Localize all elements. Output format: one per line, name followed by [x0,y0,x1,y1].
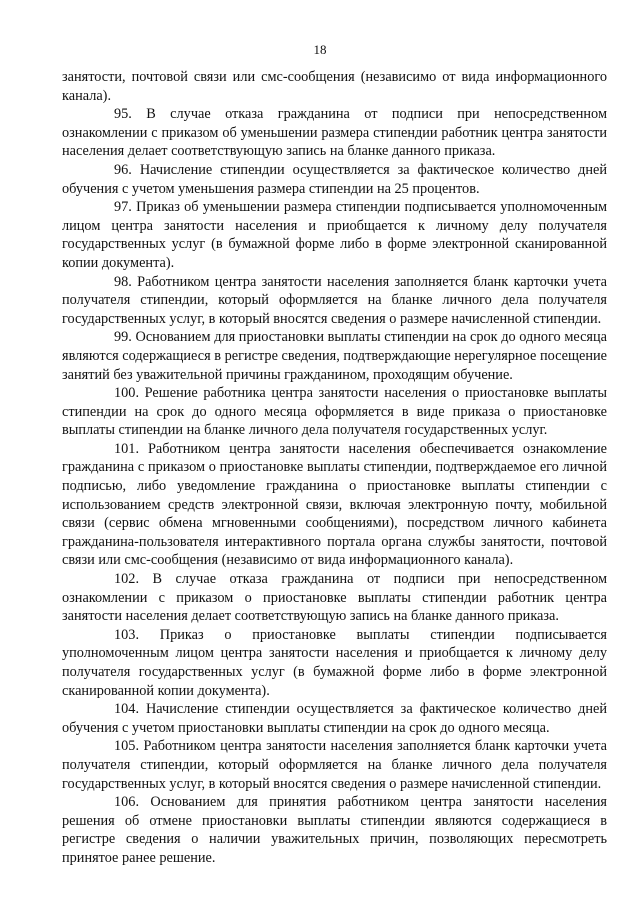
paragraph-99: 99. Основанием для приостановки выплаты стипендии на срок до одного месяца являются содержащиеся в регистре сведения, подтверждающие нерегулярное посещение занятий без уважительной причины гражданином, проходящим обучение. [62,329,607,383]
paragraph-106: 106. Основанием для принятия работником центра занятости населения решения об отмене приостановки выплаты стипендии являются содержащиеся в регистре сведения о наличии уважительных причин, позволяющих пересмотреть принятое ранее решение. [62,794,607,866]
paragraph-96: 96. Начисление стипендии осуществляется за фактическое количество дней обучения с учетом уменьшения размера стипендии на 25 процентов. [62,161,607,197]
paragraph-continuation: занятости, почтовой связи или смс-сообщения (независимо от вида информационного канала). [62,69,607,104]
paragraph-103: 103. Приказ о приостановке выплаты стипендии подписывается уполномоченным лицом центра занятости населения и приобщается к личному делу получателя государственных услуг (в бумажной форме либо в форме электронной сканированной копии документа). [62,626,607,699]
paragraph-98: 98. Работником центра занятости населения заполняется бланк карточки учета получателя стипендии, который оформляется на бланке личного дела получателя государственных услуг, в который вносятся сведения о размере начисленной стипендии. [62,273,607,327]
paragraph-102: 102. В случае отказа гражданина от подписи при непосредственном ознакомлении с приказом о приостановке выплаты стипендии работник центра занятости населения делает соответствующую запись на бланке данного приказа. [62,571,607,625]
paragraph-97: 97. Приказ об уменьшении размера стипендии подписывается уполномоченным лицом центра занятости населения и приобщается к личному делу получателя государственных услуг (в бумажной форме либо в форме электронной сканированной копии документа). [62,199,607,271]
paragraph-104: 104. Начисление стипендии осуществляется за фактическое количество дней обучения с учетом приостановки выплаты стипендии на срок до одного месяца. [62,701,607,736]
page-number: 18 [313,42,327,57]
paragraph-95: 95. В случае отказа гражданина от подписи при непосредственном ознакомлении с приказом об уменьшении размера стипендии работник центра занятости населения делает соответствующую запись на бланке данного приказа. [62,106,607,160]
paragraph-100: 100. Решение работника центра занятости населения о приостановке выплаты стипендии на срок до одного месяца оформляется в виде приказа о приостановке выплаты стипендии на бланке личного дела получателя государственных услуг. [62,385,607,439]
paragraph-105: 105. Работником центра занятости населения заполняется бланк карточки учета получателя стипендии, который оформляется на бланке личного дела получателя государственных услуг, в который вносятся сведения о размере начисленной стипендии. [62,738,607,792]
document-body [62,68,607,868]
paragraph-101: 101. Работником центра занятости населения обеспечивается ознакомление гражданина с приказом о приостановке выплаты стипендии, подтверждаемое его личной подписью, либо уведомление гражданина о приостановке выплаты стипендии с использованием средств электронной связи, включая электронную почту, мобильной связи (сервис обмена мгновенными сообщениями), посредством личного кабинета гражданина-пользователя интерактивного портала органа службы занятости, почтовой связи или смс-сообщения (независимо от вида информационного канала). [62,440,607,569]
